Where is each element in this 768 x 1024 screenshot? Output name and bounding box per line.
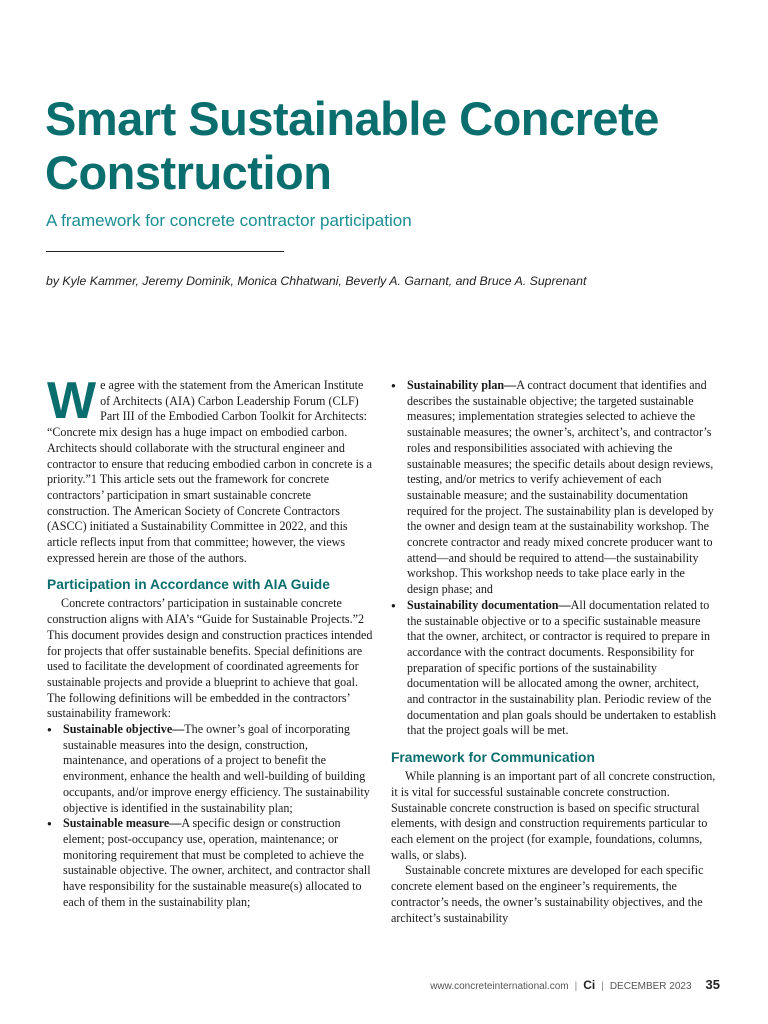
section-heading-communication: Framework for Communication — [391, 750, 595, 766]
section2-paragraph-1: While planning is an important part of all concrete construction, it is vital for successful sustainable concrete construction. Sustainable concrete construction is based on specific structural elements, with design and construction requirements particular to each element on the project (for example, foundations, columns, walls, or slabs). — [391, 769, 716, 862]
definition-text: The owner’s goal of incorporating sustainable measures into the design, construction, maintenance, and operations of a project to benefit the environment, enhance the health and well-building of building occupants, and/or improve energy efficiency. The sustainability objective is identified in the sustainability plan; — [63, 722, 370, 815]
definition-text: A specific design or construction element; post-occupancy use, operation, maintenance; or monitoring requirement that must be completed to achieve the sustainable objective. The owner, architect, and contractor shall have responsibility for the sustainable measure(s) allocated to each of them in the sustainability plan; — [63, 816, 371, 909]
page-footer — [430, 977, 720, 992]
title-divider — [46, 251, 284, 252]
definitions-list-right — [391, 378, 718, 739]
footer-url: www.concreteinternational.com — [430, 981, 569, 992]
page-number: 35 — [705, 977, 720, 992]
footer-separator: | — [574, 981, 578, 992]
definition-term: Sustainable measure— — [63, 816, 182, 831]
definition-item — [391, 598, 718, 739]
drop-cap: W — [47, 372, 97, 430]
definitions-list-left — [47, 722, 374, 910]
section-heading-participation: Participation in Accordance with AIA Guide — [47, 577, 330, 593]
definition-term: Sustainability documentation— — [407, 597, 571, 612]
definition-text: A contract document that identifies and describes the sustainable objective; the targeted sustainable measures; implementation strategies selected to achieve the sustainable measures; the owner’s, architect’s, and contractor’s roles and responsibilities associated with achieving the sustainable measures; the specific details about design reviews, testing, and/or metrics to verify achievement of each sustainable measure; and the sustainability documentation required for the project. The sustainability plan is developed by the owner and design team at the sustainability workshop. The concrete contractor and ready mixed concrete producer want to attend—and should be required to attend—the sustainability workshop. This workshop needs to take place early in the design phase; and — [407, 378, 714, 597]
left-column — [47, 372, 374, 911]
right-column — [391, 378, 718, 926]
section1-paragraph: Concrete contractors’ participation in sustainable concrete construction aligns with AIA’s “Guide for Sustainable Projects.”2 This document provides design and construction practices intended for projects that offer sustainable benefits. Special definitions are used to facilitate the development of coordinated agreements for sustainable projects and provide a blueprint to achieve that goal. The following definitions will be embedded in the contractors’ sustainability framework: — [47, 596, 373, 721]
definition-text: All documentation related to the sustainable objective or to a specific sustainable measure that the owner, architect, or contractor is required to prepare in accordance with the contract documents. Responsibility for preparation of specific portions of the sustainability documentation will be allocated among the owner, architect, and contractor in the sustainability plan. Periodic review of the documentation and plan goals should be undertaken to establish that the project goals will be met. — [407, 597, 716, 738]
intro-text: e agree with the statement from the American Institute of Architects (AIA) Carbon Leadership Forum (CLF) Part III of the Embodied Carbon Toolkit for Architects: “Concrete mix design has a huge impact on embodied carbon. Architects should collaborate with the structural engineer and contractor to ensure that reducing embodied carbon in concrete is a priority.”1 This article sets out the framework for concrete contractors’ participation in smart sustainable concrete construction. The American Society of Concrete Contractors (ASCC) initiated a Sustainability Committee in 2022, and this article reflects input from that committee; however, the views expressed herein are those of the authors. — [47, 378, 373, 565]
footer-issue: DECEMBER 2023 — [609, 981, 692, 992]
article-title: Smart Sustainable Concrete Construction — [45, 92, 659, 199]
definition-item — [47, 816, 374, 910]
footer-separator: | — [601, 981, 604, 992]
definition-term: Sustainable objective— — [63, 722, 185, 737]
intro-paragraph — [47, 372, 374, 566]
definition-item — [47, 722, 374, 816]
section2-paragraph-2: Sustainable concrete mixtures are developed for each specific concrete element based on the engineer’s requirements, the contractor’s needs, the owner’s sustainability objectives, and the architect’s sustainability — [391, 863, 704, 925]
definition-term: Sustainability plan— — [407, 378, 517, 392]
footer-ci-logo: Ci — [583, 978, 596, 992]
byline: by Kyle Kammer, Jeremy Dominik, Monica Chhatwani, Beverly A. Garnant, and Bruce A. Suprenant — [46, 274, 587, 288]
article-subtitle: A framework for concrete contractor participation — [46, 211, 412, 230]
definition-item — [391, 378, 718, 598]
